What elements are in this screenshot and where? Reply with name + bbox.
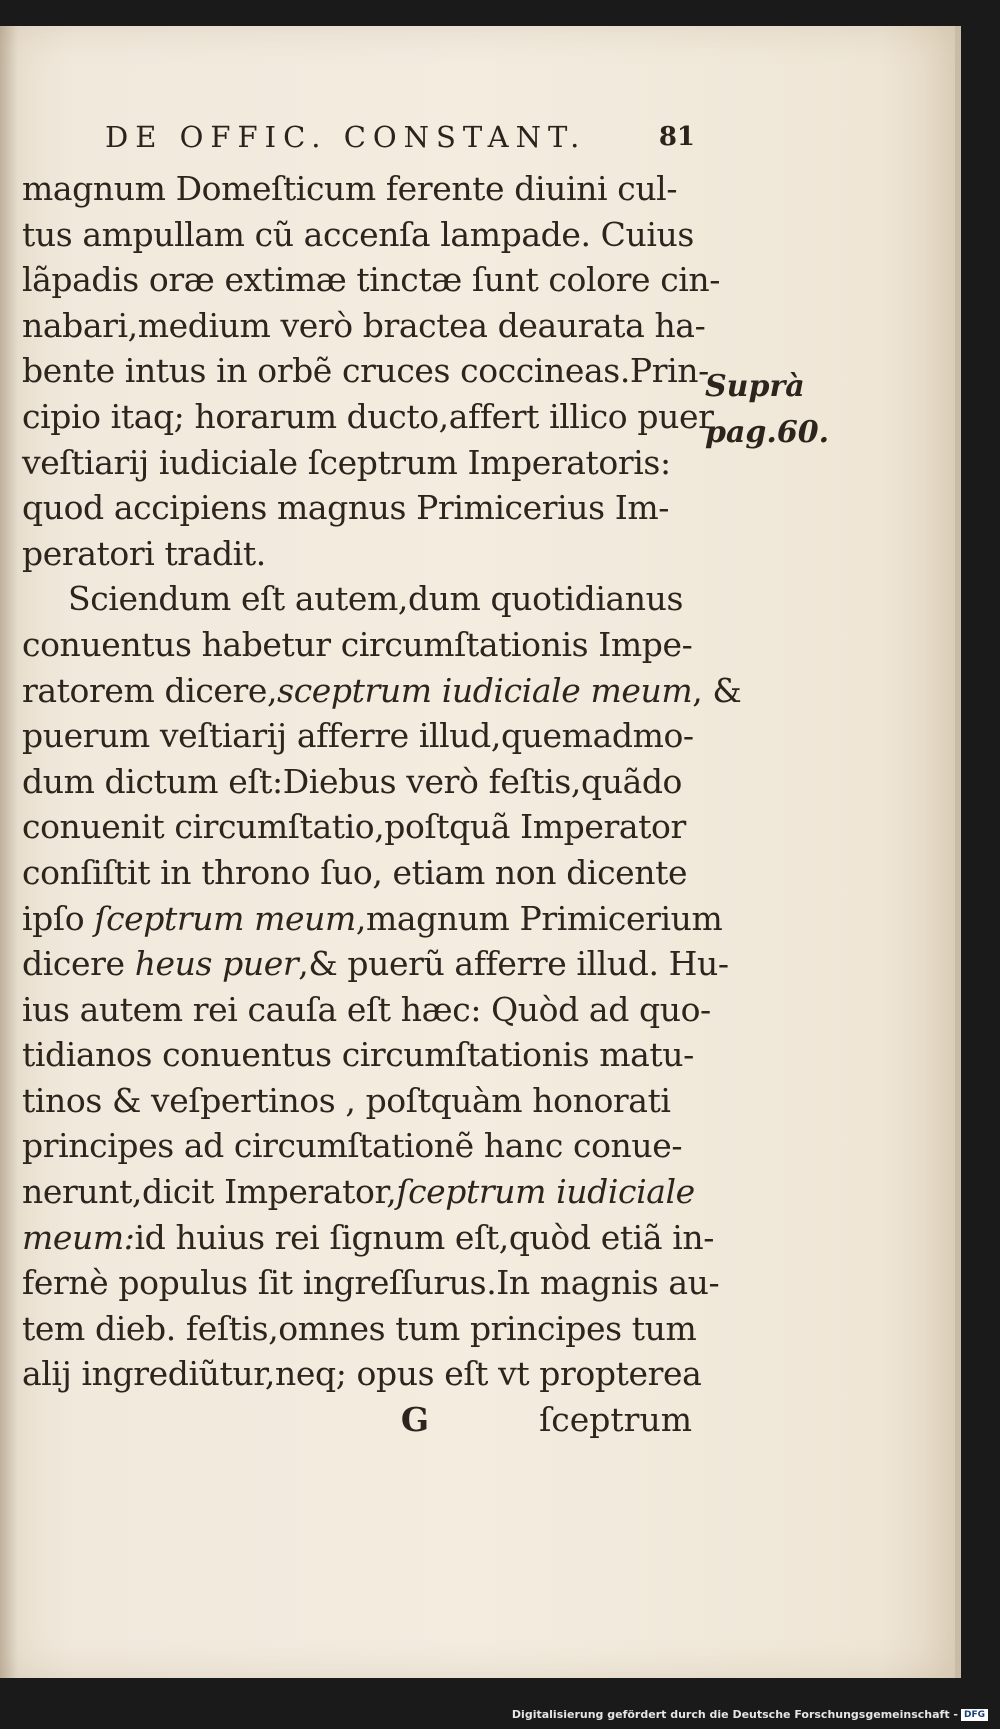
text-line: veſtiarij iudiciale ſceptrum Imperatoris: [22,442,671,482]
catchword-line [22,1397,692,1443]
text-line: ratorem dicere,sceptrum iudiciale meum, & [22,670,742,710]
text-line: nabari,medium verò bractea deaurata ha- [22,305,706,345]
text-line: conuenit circumſtatio,poſtquã Imperator [22,807,686,847]
text-line: alij ingrediũtur,neq; opus eſt vt propterea [22,1354,702,1394]
text-line: tinos & veſpertinos , poſtquàm honorati [22,1080,671,1120]
text-line: tidianos conuentus circumſtationis matu- [22,1035,694,1075]
margin-note [705,364,830,455]
text-line: principes ad circumſtationẽ hanc conue- [22,1126,683,1166]
italic-phrase: ſceptrum meum [94,898,356,938]
body-text [22,166,742,1443]
text-line: cipio itaq; horarum ducto,affert illico puer [22,396,714,436]
text-line: conſiſtit in throno ſuo, etiam non dicente [22,852,688,892]
spine-shadow [0,26,18,1678]
margin-note-line: Suprà [705,369,805,404]
text-line: dum dictum eſt:Diebus verò feſtis,quãdo [22,761,683,801]
digitization-credit [512,1708,988,1721]
page-header [105,120,695,170]
text-line: ius autem rei cauſa eſt hæc: Quòd ad quo- [22,989,711,1029]
text-line: conuentus habetur circumſtationis Impe- [22,624,693,664]
text-line: tem dieb. feſtis,omnes tum principes tum [22,1308,697,1348]
dfg-logo-icon: DFG [961,1709,988,1721]
italic-phrase: sceptrum iudiciale meum [277,670,693,710]
italic-phrase: heus puer [134,944,299,984]
text-line: dicere heus puer,& puerũ afferre illud. Hu- [22,944,729,984]
text-line: peratori tradit. [22,533,266,573]
italic-phrase: meum: [22,1217,135,1257]
running-head: DE OFFIC. CONSTANT. [105,120,587,154]
text-line: quod accipiens magnus Primicerius Im- [22,488,670,528]
text-line: ipſo ſceptrum meum,magnum Primicerium [22,898,723,938]
paragraph-start-line: Sciendum eſt autem,dum quotidianus [68,579,683,619]
catchword: ſceptrum [539,1400,692,1440]
text-line: bente intus in orbẽ cruces coccineas.Prin- [22,351,709,391]
page-number: 81 [658,122,695,152]
text-line: tus ampullam cũ accenſa lampade. Cuius [22,214,694,254]
text-line: nerunt,dicit Imperator,ſceptrum iudiciale [22,1172,695,1212]
text-line: meum:id huius rei ſignum eſt,quòd etiã in- [22,1217,714,1257]
text-line: lãpadis oræ extimæ tinctæ ſunt colore cin- [22,260,721,300]
signature-mark: G [400,1400,430,1440]
credit-text: Digitalisierung gefördert durch die Deutsche Forschungsgemeinschaft - [511,1708,958,1721]
italic-phrase: ſceptrum iudiciale [396,1172,695,1212]
margin-note-line: pag.60. [705,414,830,450]
page-edge [955,26,961,1678]
text-line: puerum veſtiarij afferre illud,quemadmo- [22,716,694,756]
text-line: fernè populus ſit ingreſſurus.In magnis au- [22,1263,720,1303]
text-line: magnum Domeſticum ferente diuini cul- [22,169,678,208]
